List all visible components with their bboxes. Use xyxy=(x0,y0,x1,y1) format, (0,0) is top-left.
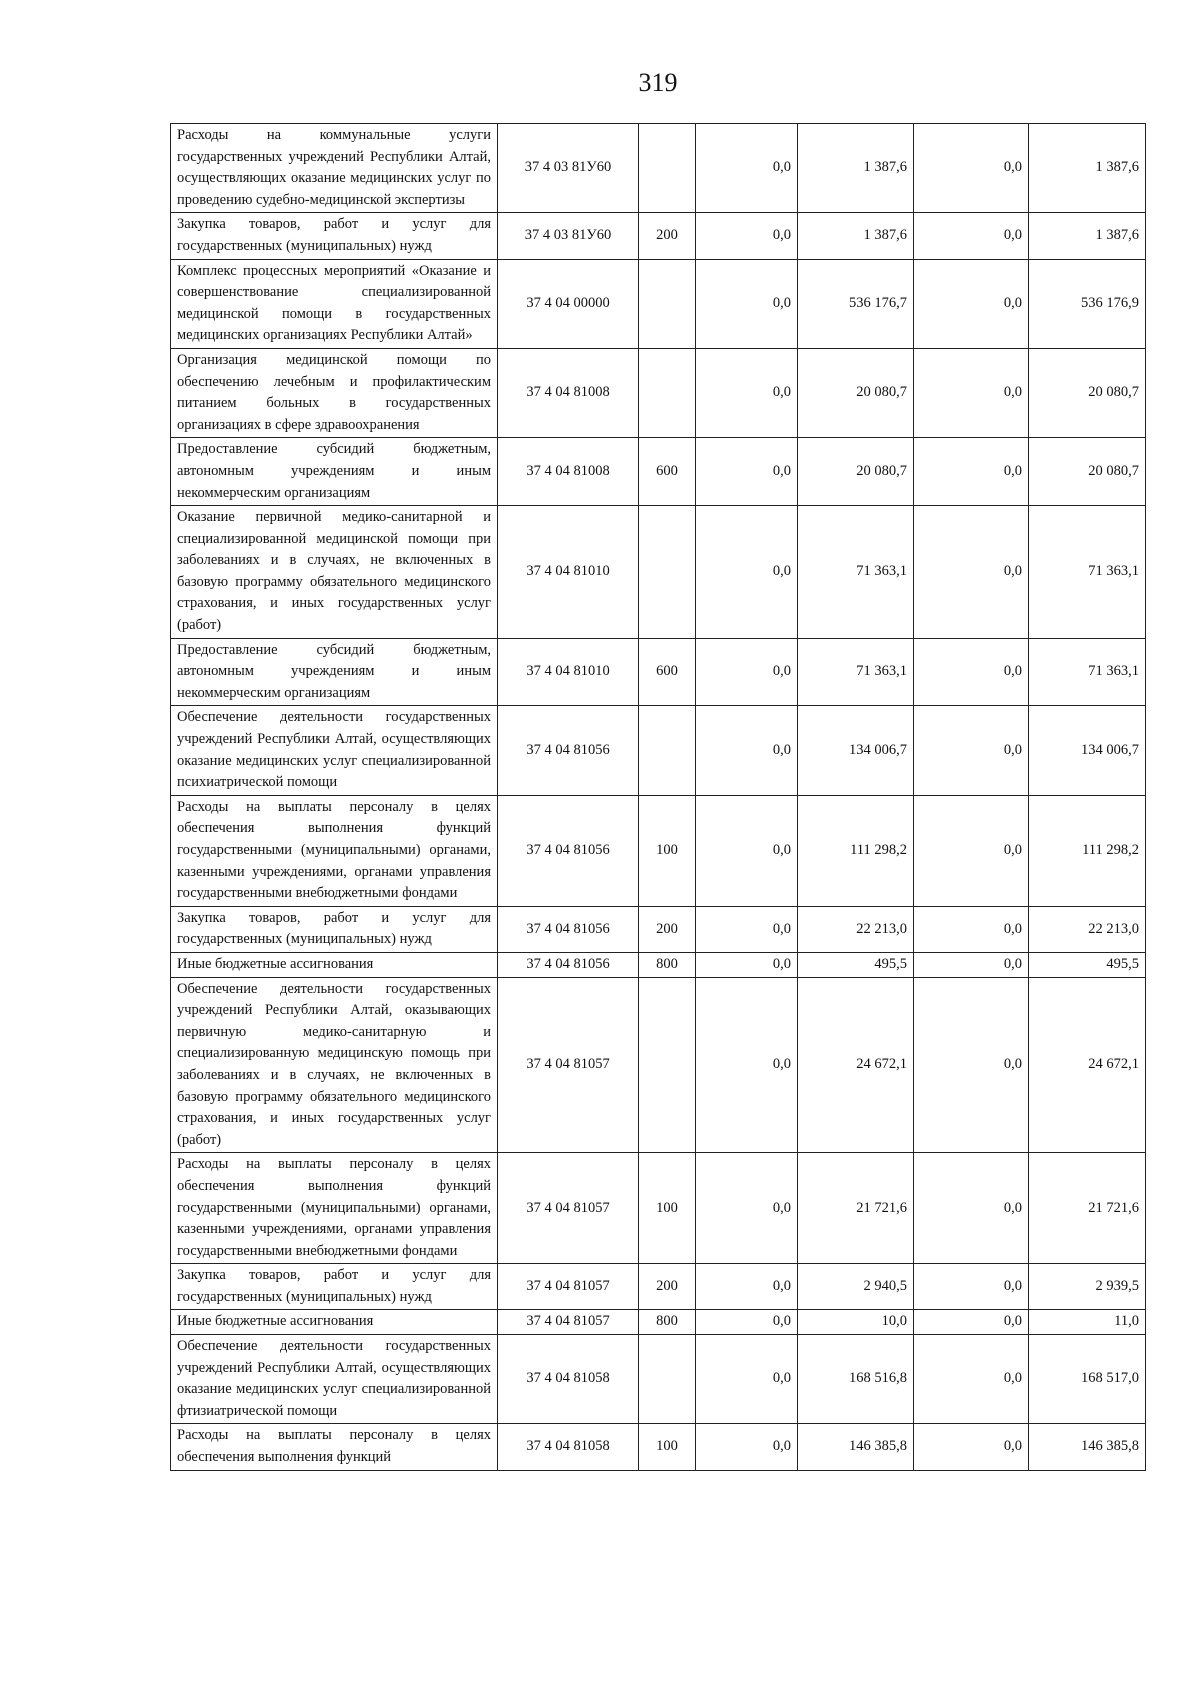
table-row xyxy=(171,438,1146,506)
table-row xyxy=(171,124,1146,213)
row-amount-2: 1 387,6 xyxy=(798,213,914,259)
row-amount-1: 0,0 xyxy=(696,977,798,1153)
row-amount-3: 0,0 xyxy=(914,977,1029,1153)
row-expense-type xyxy=(639,506,696,639)
row-target-code: 37 4 04 81010 xyxy=(498,506,639,639)
row-amount-2: 111 298,2 xyxy=(798,795,914,906)
row-amount-2: 146 385,8 xyxy=(798,1424,914,1470)
row-description: Обеспечение деятельности государственных учреждений Республики Алтай, оказывающих первичную медико-санитарную и специализированную медицинскую помощь при заболеваниях и в случаях, не включенных в базовую программу обязательного медицинского страхования, и иных государственных услуг (работ) xyxy=(171,977,498,1153)
row-amount-4: 2 939,5 xyxy=(1029,1264,1146,1310)
row-amount-4: 168 517,0 xyxy=(1029,1335,1146,1424)
row-amount-3: 0,0 xyxy=(914,795,1029,906)
row-description: Обеспечение деятельности государственных учреждений Республики Алтай, осуществляющих оказание медицинских услуг специализированной фтизиатрической помощи xyxy=(171,1335,498,1424)
page-number: 319 xyxy=(638,68,678,97)
row-amount-3: 0,0 xyxy=(914,124,1029,213)
row-amount-4: 71 363,1 xyxy=(1029,638,1146,706)
table-row xyxy=(171,952,1146,977)
table-row xyxy=(171,906,1146,952)
row-target-code: 37 4 04 81056 xyxy=(498,795,639,906)
row-amount-1: 0,0 xyxy=(696,124,798,213)
row-amount-4: 111 298,2 xyxy=(1029,795,1146,906)
row-amount-1: 0,0 xyxy=(696,1153,798,1264)
row-target-code: 37 4 04 81057 xyxy=(498,1310,639,1335)
row-description: Оказание первичной медико-санитарной и специализированной медицинской помощи при заболеваниях и в случаях, не включенных в базовую программу обязательного медицинского страхования, и иных государственных услуг (работ) xyxy=(171,506,498,639)
row-target-code: 37 4 04 81056 xyxy=(498,706,639,795)
row-amount-1: 0,0 xyxy=(696,1264,798,1310)
row-target-code: 37 4 04 81057 xyxy=(498,977,639,1153)
row-amount-1: 0,0 xyxy=(696,1424,798,1470)
row-target-code: 37 4 04 81058 xyxy=(498,1335,639,1424)
row-expense-type: 800 xyxy=(639,952,696,977)
row-amount-4: 146 385,8 xyxy=(1029,1424,1146,1470)
row-target-code: 37 4 04 81057 xyxy=(498,1264,639,1310)
row-amount-2: 71 363,1 xyxy=(798,506,914,639)
table-row xyxy=(171,795,1146,906)
row-amount-2: 20 080,7 xyxy=(798,438,914,506)
row-expense-type: 200 xyxy=(639,213,696,259)
table-row xyxy=(171,977,1146,1153)
row-description: Организация медицинской помощи по обеспечению лечебным и профилактическим питанием больных в государственных организациях в сфере здравоохранения xyxy=(171,348,498,437)
row-description: Комплекс процессных мероприятий «Оказание и совершенствование специализированной медицинской помощи в государственных медицинских организациях Республики Алтай» xyxy=(171,259,498,348)
row-expense-type: 200 xyxy=(639,906,696,952)
row-amount-1: 0,0 xyxy=(696,795,798,906)
row-target-code: 37 4 04 81008 xyxy=(498,438,639,506)
row-amount-4: 20 080,7 xyxy=(1029,438,1146,506)
row-amount-1: 0,0 xyxy=(696,506,798,639)
row-amount-3: 0,0 xyxy=(914,706,1029,795)
row-amount-1: 0,0 xyxy=(696,438,798,506)
row-amount-3: 0,0 xyxy=(914,1264,1029,1310)
row-amount-1: 0,0 xyxy=(696,1335,798,1424)
row-target-code: 37 4 03 81У60 xyxy=(498,124,639,213)
row-amount-4: 21 721,6 xyxy=(1029,1153,1146,1264)
row-expense-type xyxy=(639,706,696,795)
table-row xyxy=(171,638,1146,706)
table-row xyxy=(171,1310,1146,1335)
row-amount-2: 24 672,1 xyxy=(798,977,914,1153)
row-expense-type: 600 xyxy=(639,638,696,706)
row-amount-3: 0,0 xyxy=(914,259,1029,348)
row-description: Предоставление субсидий бюджетным, автономным учреждениям и иным некоммерческим организациям xyxy=(171,438,498,506)
table-body xyxy=(171,124,1146,1471)
row-amount-4: 1 387,6 xyxy=(1029,213,1146,259)
row-amount-2: 495,5 xyxy=(798,952,914,977)
row-amount-4: 71 363,1 xyxy=(1029,506,1146,639)
row-description: Закупка товаров, работ и услуг для государственных (муниципальных) нужд xyxy=(171,213,498,259)
row-amount-1: 0,0 xyxy=(696,259,798,348)
row-amount-4: 11,0 xyxy=(1029,1310,1146,1335)
row-description: Закупка товаров, работ и услуг для государственных (муниципальных) нужд xyxy=(171,906,498,952)
row-description: Расходы на выплаты персоналу в целях обеспечения выполнения функций xyxy=(171,1424,498,1470)
row-description: Закупка товаров, работ и услуг для государственных (муниципальных) нужд xyxy=(171,1264,498,1310)
row-amount-2: 71 363,1 xyxy=(798,638,914,706)
table-row xyxy=(171,348,1146,437)
table-row xyxy=(171,1264,1146,1310)
row-expense-type: 100 xyxy=(639,795,696,906)
table-row xyxy=(171,706,1146,795)
row-amount-3: 0,0 xyxy=(914,213,1029,259)
row-description: Расходы на выплаты персоналу в целях обеспечения выполнения функций государственными (муниципальными) органами, казенными учреждениями, органами управления государственными внебюджетными фондами xyxy=(171,795,498,906)
row-expense-type: 600 xyxy=(639,438,696,506)
row-target-code: 37 4 04 81058 xyxy=(498,1424,639,1470)
row-amount-2: 2 940,5 xyxy=(798,1264,914,1310)
row-amount-4: 536 176,9 xyxy=(1029,259,1146,348)
row-amount-1: 0,0 xyxy=(696,706,798,795)
row-amount-1: 0,0 xyxy=(696,348,798,437)
row-expense-type: 100 xyxy=(639,1424,696,1470)
row-target-code: 37 4 04 81010 xyxy=(498,638,639,706)
row-target-code: 37 4 04 81057 xyxy=(498,1153,639,1264)
row-amount-2: 168 516,8 xyxy=(798,1335,914,1424)
row-description: Иные бюджетные ассигнования xyxy=(171,952,498,977)
row-expense-type xyxy=(639,124,696,213)
row-amount-3: 0,0 xyxy=(914,348,1029,437)
budget-table xyxy=(170,123,1146,1471)
row-description: Предоставление субсидий бюджетным, автономным учреждениям и иным некоммерческим организациям xyxy=(171,638,498,706)
row-amount-2: 1 387,6 xyxy=(798,124,914,213)
row-amount-2: 21 721,6 xyxy=(798,1153,914,1264)
row-amount-2: 134 006,7 xyxy=(798,706,914,795)
row-amount-3: 0,0 xyxy=(914,1335,1029,1424)
row-amount-4: 24 672,1 xyxy=(1029,977,1146,1153)
row-amount-1: 0,0 xyxy=(696,213,798,259)
row-amount-2: 22 213,0 xyxy=(798,906,914,952)
row-amount-3: 0,0 xyxy=(914,906,1029,952)
row-description: Иные бюджетные ассигнования xyxy=(171,1310,498,1335)
row-amount-4: 22 213,0 xyxy=(1029,906,1146,952)
row-description: Расходы на коммунальные услуги государственных учреждений Республики Алтай, осуществляющих оказание медицинских услуг по проведению судебно-медицинской экспертизы xyxy=(171,124,498,213)
row-amount-4: 495,5 xyxy=(1029,952,1146,977)
table-row xyxy=(171,1153,1146,1264)
row-amount-2: 10,0 xyxy=(798,1310,914,1335)
row-amount-4: 134 006,7 xyxy=(1029,706,1146,795)
row-amount-3: 0,0 xyxy=(914,1310,1029,1335)
row-amount-2: 20 080,7 xyxy=(798,348,914,437)
row-amount-3: 0,0 xyxy=(914,1153,1029,1264)
row-target-code: 37 4 03 81У60 xyxy=(498,213,639,259)
row-expense-type xyxy=(639,259,696,348)
row-amount-3: 0,0 xyxy=(914,506,1029,639)
row-amount-3: 0,0 xyxy=(914,952,1029,977)
row-expense-type: 800 xyxy=(639,1310,696,1335)
table-row xyxy=(171,259,1146,348)
row-amount-3: 0,0 xyxy=(914,638,1029,706)
row-amount-1: 0,0 xyxy=(696,638,798,706)
row-amount-4: 20 080,7 xyxy=(1029,348,1146,437)
row-target-code: 37 4 04 81056 xyxy=(498,906,639,952)
row-expense-type xyxy=(639,977,696,1153)
row-amount-1: 0,0 xyxy=(696,1310,798,1335)
row-expense-type: 100 xyxy=(639,1153,696,1264)
table-row xyxy=(171,506,1146,639)
row-amount-4: 1 387,6 xyxy=(1029,124,1146,213)
row-amount-1: 0,0 xyxy=(696,952,798,977)
row-target-code: 37 4 04 81008 xyxy=(498,348,639,437)
row-description: Обеспечение деятельности государственных учреждений Республики Алтай, осуществляющих оказание медицинских услуг специализированной психиатрической помощи xyxy=(171,706,498,795)
row-expense-type: 200 xyxy=(639,1264,696,1310)
table-row xyxy=(171,213,1146,259)
row-amount-2: 536 176,7 xyxy=(798,259,914,348)
row-expense-type xyxy=(639,348,696,437)
row-description: Расходы на выплаты персоналу в целях обеспечения выполнения функций государственными (муниципальными) органами, казенными учреждениями, органами управления государственными внебюджетными фондами xyxy=(171,1153,498,1264)
row-target-code: 37 4 04 81056 xyxy=(498,952,639,977)
row-amount-3: 0,0 xyxy=(914,438,1029,506)
row-amount-1: 0,0 xyxy=(696,906,798,952)
row-amount-3: 0,0 xyxy=(914,1424,1029,1470)
table-row xyxy=(171,1424,1146,1470)
row-target-code: 37 4 04 00000 xyxy=(498,259,639,348)
table-row xyxy=(171,1335,1146,1424)
row-expense-type xyxy=(639,1335,696,1424)
